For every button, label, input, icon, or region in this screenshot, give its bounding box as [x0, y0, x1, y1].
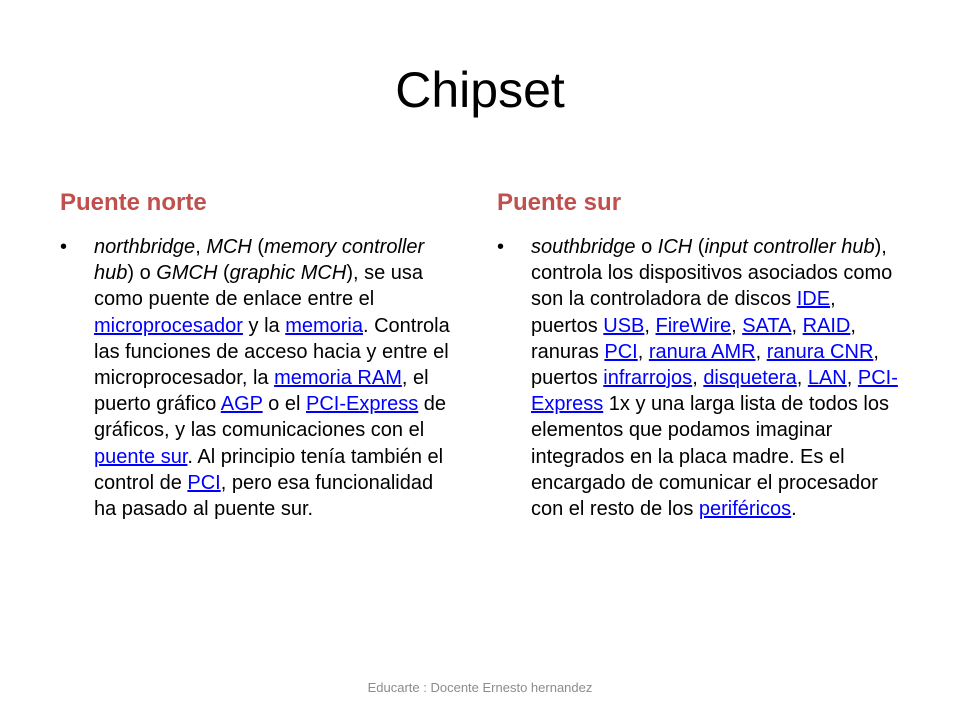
left-bullet — [60, 234, 460, 522]
hyperlink[interactable]: AGP — [220, 393, 263, 416]
text-run: . Controla las funciones de acceso hacia y entre el microprocesador, la — [94, 314, 450, 390]
text-run: . — [791, 498, 797, 521]
italic-term: memory controller hub — [94, 236, 425, 285]
italic-term: northbridge — [94, 236, 196, 258]
text-run: , — [637, 340, 649, 363]
bullet-icon: • — [497, 236, 505, 258]
text-run: , — [644, 314, 656, 337]
text-run: o — [635, 236, 658, 258]
text-run: . Al principio tenía también el control de — [94, 445, 444, 494]
right-bullet — [497, 234, 907, 522]
bullet-icon: • — [60, 236, 68, 258]
right-heading: Puente sur — [497, 189, 622, 216]
hyperlink[interactable]: PCI-Express — [305, 393, 419, 416]
left-paragraph — [94, 236, 450, 520]
italic-term: GMCH — [156, 262, 218, 285]
hyperlink[interactable]: RAID — [802, 314, 851, 337]
hyperlink[interactable]: ranura AMR — [648, 340, 756, 363]
text-run: , puertos — [531, 288, 836, 337]
hyperlink[interactable]: LAN — [807, 367, 847, 390]
slide-footer: Educarte : Docente Ernesto hernandez — [367, 680, 593, 695]
text-run: , — [796, 367, 808, 390]
hyperlink[interactable]: memoria — [285, 314, 363, 337]
text-run: , puertos — [531, 340, 879, 390]
text-run: ( — [217, 262, 230, 285]
text-run: , — [731, 314, 743, 337]
right-paragraph — [531, 236, 898, 520]
text-run: , — [791, 314, 803, 337]
text-run: , ranuras — [531, 314, 856, 363]
text-run: ), se usa como puente de enlace entre el — [94, 262, 424, 311]
text-run: de gráficos, y las comunicaciones con el — [94, 393, 447, 442]
text-run: y la — [242, 314, 286, 337]
italic-term: southbridge — [531, 236, 636, 258]
italic-term: ICH — [657, 236, 693, 258]
hyperlink[interactable]: ranura CNR — [766, 340, 874, 363]
italic-term: MCH — [206, 236, 252, 258]
text-run: ) o — [127, 262, 157, 285]
slide-title: Chipset — [395, 62, 565, 118]
hyperlink[interactable]: infrarrojos — [603, 367, 693, 390]
hyperlink[interactable]: PCI — [604, 340, 638, 363]
left-heading: Puente norte — [60, 189, 207, 216]
hyperlink[interactable]: FireWire — [655, 314, 732, 337]
hyperlink[interactable]: IDE — [796, 288, 831, 311]
hyperlink[interactable]: puente sur — [94, 445, 188, 468]
text-run: o el — [262, 393, 306, 416]
left-column — [60, 186, 460, 522]
text-run: ), controla los dispositivos asociados como son la controladora de discos — [531, 236, 893, 311]
text-run: , — [755, 340, 767, 363]
hyperlink[interactable]: PCI-Express — [531, 367, 898, 416]
text-run: , — [195, 236, 207, 258]
hyperlink[interactable]: PCI — [187, 471, 221, 494]
text-run: 1x y una larga lista de todos los elementos que podamos imaginar integrados en la placa madre. Es el encargado de comunicar el procesador con el resto de los — [531, 393, 889, 521]
italic-term: input controller hub — [704, 236, 875, 258]
italic-term: graphic MCH — [229, 262, 347, 285]
text-run: ( — [251, 236, 265, 258]
text-run: , pero esa funcionalidad ha pasado al puente sur. — [94, 471, 434, 521]
right-column — [497, 186, 907, 522]
hyperlink[interactable]: memoria RAM — [274, 367, 402, 390]
text-run: ( — [692, 236, 705, 258]
hyperlink[interactable]: periféricos — [698, 498, 792, 521]
text-run: , el puerto gráfico — [94, 367, 429, 416]
hyperlink[interactable]: disquetera — [703, 367, 797, 390]
hyperlink[interactable]: USB — [603, 314, 645, 337]
hyperlink[interactable]: SATA — [742, 314, 792, 337]
text-run: , — [846, 367, 858, 390]
text-run: , — [692, 367, 704, 390]
hyperlink[interactable]: microprocesador — [94, 314, 243, 337]
